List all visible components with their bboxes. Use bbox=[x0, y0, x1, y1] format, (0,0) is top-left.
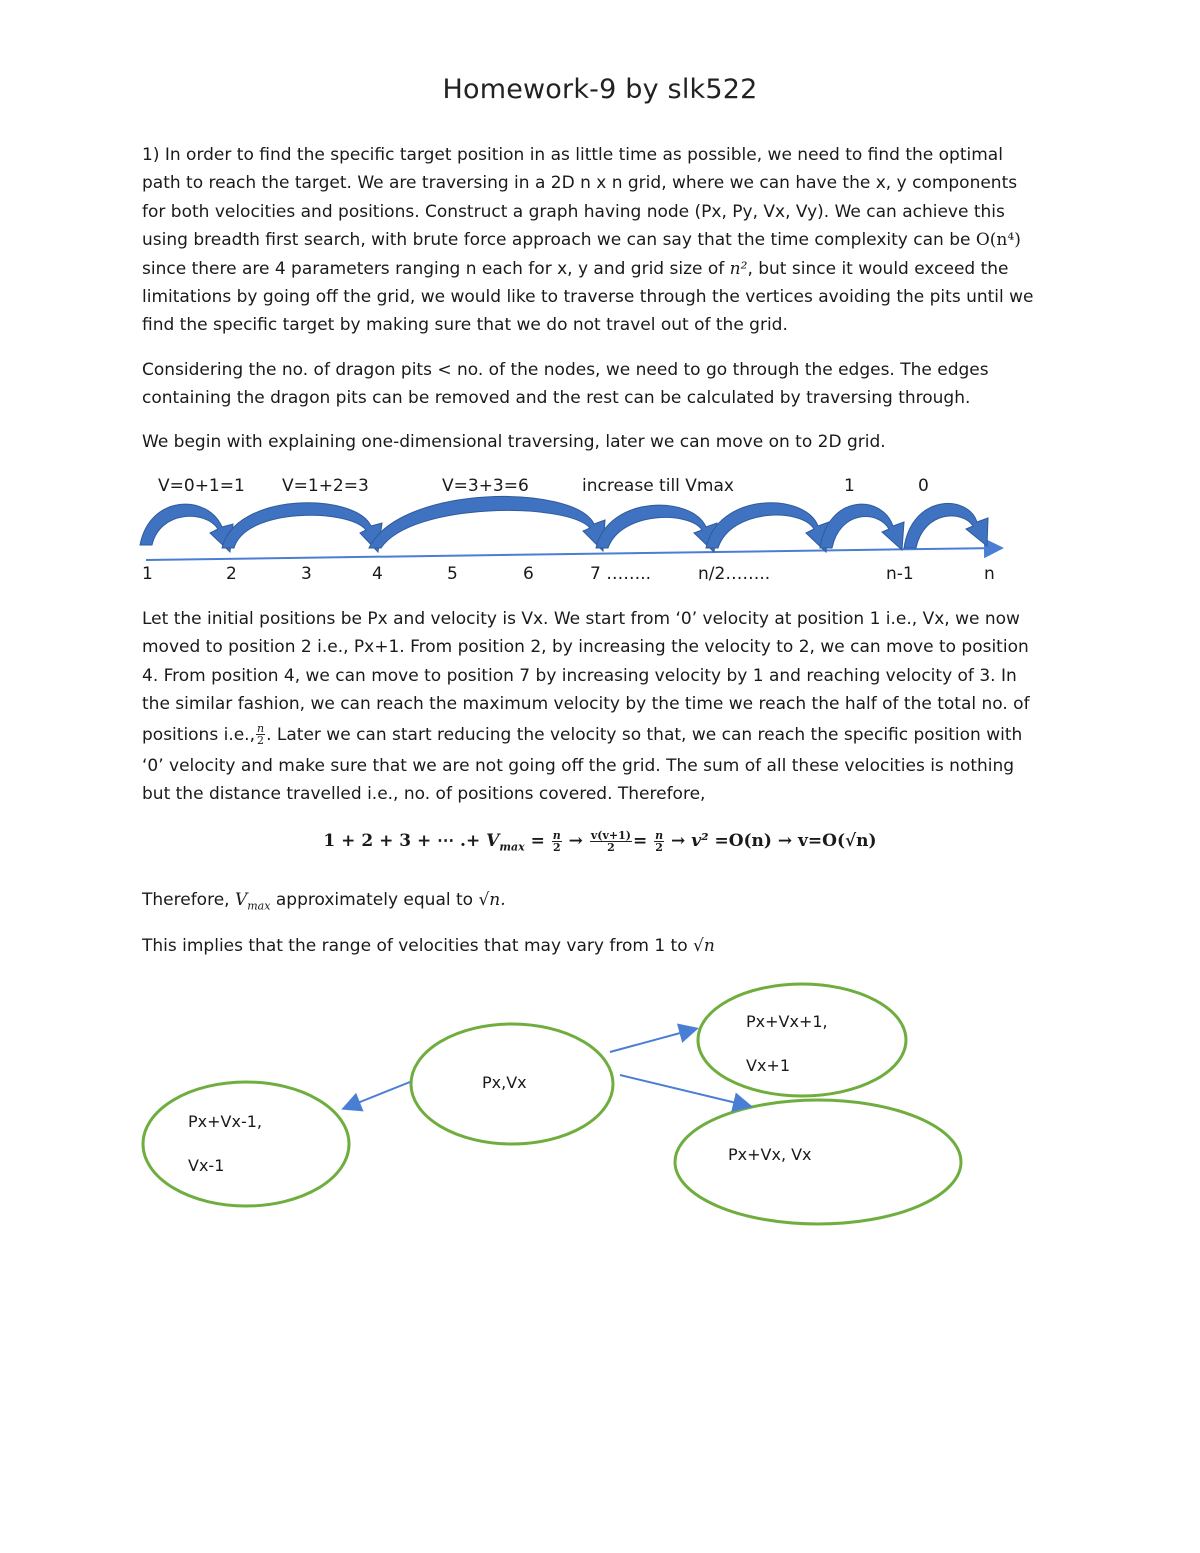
position-label: 3 bbox=[301, 564, 312, 584]
implies-arrow: → bbox=[665, 831, 692, 851]
position-label: 4 bbox=[372, 564, 383, 584]
text-line: We begin with explaining one-dimensional traversing, later we can move on to 2D grid. bbox=[142, 432, 886, 452]
text-line: 4. From position 4, we can move to position 7 by increasing velocity by 1 and reaching velocity of 3. In bbox=[142, 665, 1017, 686]
text-segment: positions i.e., bbox=[142, 724, 255, 745]
equation-lhs: 1 + 2 + 3 + ⋯ .+ bbox=[323, 831, 487, 851]
page-title: Homework-9 by slk522 bbox=[442, 74, 758, 105]
velocity-label: V=0+1=1 bbox=[158, 476, 245, 496]
position-label: n/2…….. bbox=[698, 564, 771, 584]
edge-to-left bbox=[345, 1082, 410, 1108]
text-segment: approximately equal to bbox=[270, 890, 479, 910]
text-segment: since there are 4 parameters ranging n each for x, y and grid size of bbox=[142, 258, 725, 279]
position-label: 2 bbox=[226, 564, 237, 584]
fraction-numerator: n bbox=[257, 722, 265, 736]
position-label: 1 bbox=[142, 564, 153, 584]
text-line: but the distance travelled i.e., no. of positions covered. Therefore, bbox=[142, 784, 706, 805]
equals-sign: = bbox=[524, 831, 551, 851]
v-squared: v² bbox=[691, 831, 709, 851]
node-label-top-right-line2: Vx+1 bbox=[746, 1056, 790, 1075]
text-line: path to reach the target. We are traversing in a 2D n x n grid, where we can have the x, y components bbox=[142, 173, 1018, 194]
text-segment: . Later we can start reducing the velocity so that, we can reach the specific position with bbox=[266, 724, 1023, 745]
text-line: limitations by going off the grid, we would like to traverse through the vertices avoiding the pits until we bbox=[142, 287, 1034, 308]
node-label-top-right-line1: Px+Vx+1, bbox=[746, 1012, 828, 1031]
velocity-label: 1 bbox=[844, 476, 855, 496]
text-line: ‘0’ velocity and make sure that we are not going off the grid. The sum of all these velocities is nothing bbox=[142, 755, 1015, 776]
sqrt-n: √n bbox=[693, 936, 715, 956]
text-line: containing the dragon pits can be removed and the rest can be calculated by traversing through. bbox=[142, 388, 971, 409]
velocity-label: 0 bbox=[918, 476, 929, 496]
text-line: for both velocities and positions. Construct a graph having node (Px, Py, Vx, Vy). We can achieve this bbox=[142, 201, 1005, 222]
fraction-denominator: 2 bbox=[257, 734, 265, 748]
vmax-letter: V bbox=[234, 890, 248, 910]
position-label: 7 …….. bbox=[590, 564, 652, 584]
fraction-denominator: 2 bbox=[655, 841, 663, 854]
node-label-bottom-right: Px+Vx, Vx bbox=[728, 1145, 812, 1164]
text-line: Let the initial positions be Px and velocity is Vx. We start from ‘0’ velocity at position 1 i.e., Vx, we now bbox=[142, 609, 1020, 629]
text-line: 1) In order to find the specific target position in as little time as possible, we need to find the optimal bbox=[142, 145, 1003, 165]
sqrt-n: √n. bbox=[478, 890, 506, 910]
position-label: 6 bbox=[523, 564, 534, 584]
fraction-numerator: n bbox=[655, 829, 664, 842]
fraction-denominator: 2 bbox=[607, 841, 615, 854]
math-complexity: O(n⁴) bbox=[975, 230, 1021, 251]
fraction-numerator: v(v+1) bbox=[590, 829, 631, 842]
text-segment: using breadth first search, with brute force approach we can say that the time complexity can be bbox=[142, 230, 971, 251]
node-label-left-line1: Px+Vx-1, bbox=[188, 1112, 262, 1131]
text-segment: , but since it would exceed the bbox=[747, 258, 1009, 279]
vmax-subscript: max bbox=[247, 899, 271, 913]
implies-arrow: → bbox=[562, 831, 589, 851]
node-label-left-line2: Vx-1 bbox=[188, 1156, 225, 1175]
text-segment: Therefore, bbox=[142, 890, 235, 910]
velocity-label: V=3+3=6 bbox=[442, 476, 529, 496]
fraction-numerator: n bbox=[552, 829, 561, 842]
fraction-denominator: 2 bbox=[552, 841, 561, 854]
position-label: n-1 bbox=[886, 564, 914, 584]
text-line: find the specific target by making sure that we do not travel out of the grid. bbox=[142, 315, 788, 336]
position-label: n bbox=[984, 564, 995, 584]
graph-edges bbox=[345, 1029, 749, 1108]
equation-rest: =O(n) → v=O(√n) bbox=[708, 831, 877, 851]
edge-to-top-right bbox=[610, 1029, 695, 1052]
velocity-label: V=1+2=3 bbox=[282, 476, 369, 496]
text-line: Considering the no. of dragon pits < no. of the nodes, we need to go through the edges. The edges bbox=[142, 360, 989, 380]
text-segment: This implies that the range of velocities that may vary from 1 to bbox=[142, 936, 694, 956]
vmax-letter: V bbox=[486, 831, 500, 851]
vmax-subscript: max bbox=[499, 840, 525, 854]
equals-sign: = bbox=[632, 831, 654, 851]
velocity-label: increase till Vmax bbox=[582, 476, 734, 496]
text-line: moved to position 2 i.e., Px+1. From position 2, by increasing the velocity to 2, we can move to position bbox=[142, 637, 1029, 658]
position-label: 5 bbox=[447, 564, 458, 584]
node-label-center: Px,Vx bbox=[482, 1073, 527, 1092]
node-ellipse-bottom-right bbox=[675, 1100, 961, 1224]
math-grid-size: n² bbox=[729, 258, 748, 279]
text-line: the similar fashion, we can reach the maximum velocity by the time we reach the half of the total no. of bbox=[142, 694, 1030, 715]
graph-nodes bbox=[143, 984, 961, 1224]
